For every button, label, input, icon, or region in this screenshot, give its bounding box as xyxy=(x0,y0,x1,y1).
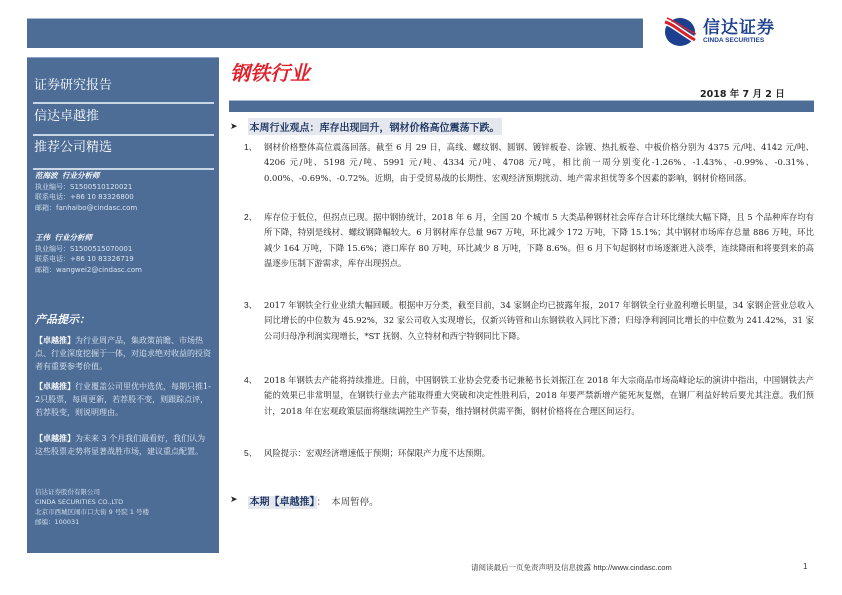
colon: ： xyxy=(316,497,327,508)
cert-label: 执业编号： xyxy=(35,182,70,191)
footer-disclaimer xyxy=(471,562,672,573)
tip-text: 为行业周产品，集政策前瞻、市场热点、行业深度挖掘于一体，对追求绝对收益的投资者有重要参考价值。 xyxy=(35,336,211,371)
tip-tag: 【卓越推】 xyxy=(35,381,75,391)
tip-tag: 【卓越推】 xyxy=(35,433,75,443)
point-number: 1、 xyxy=(244,142,258,152)
point-text: 2018 年钢铁去产能将持续推进。日前，中国钢铁工业协会党委书记兼秘书长刘振江在 2018 年大宗商品市场高峰论坛的演讲中指出，中国钢铁去产能的效果已非常明显，在钢铁行业去产能取得重大突破和决定性胜利后，2018 年要严禁新增产能死灰复燃，在钢厂利益好转后要尤其注意。我们预计，2018 年在宏观政策层面将继续调控生产节奏，维持钢材供需平衡，钢材价格将在合理区间运行。 xyxy=(264,375,814,416)
product-tips-title: 产品提示： xyxy=(35,313,90,326)
tip-tag: 【卓越推】 xyxy=(35,335,75,345)
report-date: 2018 年 7 月 2 日 xyxy=(700,89,785,100)
sidebar-section-zhuoyuetui: 信达卓越推 xyxy=(34,109,100,124)
point-number: 5、 xyxy=(244,448,258,458)
company-info xyxy=(35,487,149,527)
divider xyxy=(33,168,214,170)
analyst-email[interactable]: wangwei2@cindasc.com xyxy=(56,265,142,274)
point-item xyxy=(244,210,814,271)
zhuoyuetui-section xyxy=(230,490,379,509)
zhuoyuetui-value: 本周暂停。 xyxy=(331,497,379,508)
point-text: 钢材价格整体高位震荡回落。截至 6 月 29 日，高线、螺纹钢、圆钢、镀锌板卷、涂镀、热扎板卷、中板价格分别为 4375 元/吨、4142 元/吨、4206 元/吨、5198 元/吨、5991 元/吨、4334 元/吨、4708 元/吨，相比前一周分别变化-1.26%、-1.43%、-0.99%、-0.31%、0.00%、-0.69%、-0.72%。近期，由于受贸易战的长期性、宏观经济预期扰动、地产需求担忧等多个因素的影响，钢材价格回落。 xyxy=(264,142,814,183)
cinda-logo xyxy=(663,16,823,48)
analyst-name: 范海波 xyxy=(35,171,58,180)
divider xyxy=(33,134,214,136)
analyst-cert: S1500515070001 xyxy=(70,244,133,253)
logo-text-cn: 信达证券 xyxy=(703,18,775,38)
product-tip xyxy=(35,432,213,458)
company-postcode: 100031 xyxy=(54,518,80,526)
tip-text: 行业覆盖公司里优中选优，每期只推1-2只股票，每周更新，若荐股不变，则跟踪点评，若荐股变，则说明理由。 xyxy=(35,382,211,417)
company-name-en: CINDA SECURITIES CO.,LTD xyxy=(35,498,124,506)
point-number: 4、 xyxy=(244,375,258,385)
analyst-email[interactable]: fanhaibo@cindasc.com xyxy=(56,203,138,212)
product-tip xyxy=(35,334,213,373)
product-tip xyxy=(35,380,213,419)
sidebar-section-picks: 推荐公司精选 xyxy=(34,140,113,155)
point-number: 3、 xyxy=(244,300,258,310)
disclaimer-text: 请阅读最后一页免责声明及信息披露 xyxy=(471,563,591,572)
cert-label: 执业编号： xyxy=(35,244,70,253)
header-bar xyxy=(27,18,643,48)
analyst-card xyxy=(35,171,137,213)
analyst-cert: S1500510120021 xyxy=(70,182,133,191)
arrow-bullet-icon: ➤ xyxy=(230,121,238,132)
analyst-title: 行业分析师 xyxy=(54,233,92,242)
phone-label: 联系电话： xyxy=(35,193,70,201)
arrow-bullet-icon: ➤ xyxy=(230,494,238,505)
zhuoyuetui-label: 本期【卓越推】 xyxy=(249,497,315,508)
analyst-title: 行业分析师 xyxy=(61,171,100,180)
industry-title: 钢铁行业 xyxy=(230,61,310,85)
analyst-name: 王伟 xyxy=(35,233,50,242)
sidebar xyxy=(27,57,219,553)
company-name-cn: 信达证券股份有限公司 xyxy=(35,488,100,496)
point-item xyxy=(244,446,814,461)
tip-text: 为未来 3 个月我们最看好，我们认为这些股票走势将显著战胜市场，建议重点配置。 xyxy=(35,434,206,456)
cinda-logo-icon xyxy=(663,16,697,48)
point-item xyxy=(244,140,814,186)
phone-label: 联系电话： xyxy=(35,255,70,263)
sidebar-section-report: 证券研究报告 xyxy=(34,78,113,93)
email-label: 邮箱： xyxy=(35,203,56,212)
analyst-phone: +86 10 83326719 xyxy=(70,255,134,263)
company-address: 北京市西城区闹市口大街 9 号院 1 号楼 xyxy=(35,508,150,516)
page-number: 1 xyxy=(803,562,808,571)
analyst-phone: +86 10 83326800 xyxy=(70,193,134,201)
website-link[interactable]: http://www.cindasc.com xyxy=(593,563,672,572)
title-bar xyxy=(229,100,814,112)
email-label: 邮箱： xyxy=(35,265,56,274)
point-text: 风险提示：宏观经济增速低于预期；环保限产力度不达预期。 xyxy=(264,448,491,458)
postcode-label: 邮编： xyxy=(35,518,55,526)
point-number: 2、 xyxy=(244,212,258,222)
divider xyxy=(33,102,214,104)
point-text: 库存位于低位，但拐点已现。据中钢协统计，2018 年 6 月，全国 20 个城市 5 大类品种钢材社会库存合计环比继续大幅下降，且 5 个品种库存均有所下降，特别是线材、螺纹钢降幅较大。6 月钢材库存总量 967 万吨，环比减少 172 万吨，下降 15.1%；其中钢材市场库存总量 886 万吨，环比减少 164 万吨，下降 15.6%；港口库存 80 万吨，环比减少 8 万吨，下降 8.6%。但 6 月下旬起钢材市场逐渐进入淡季，连续降雨和将要到来的高温逐步压制下游需求，库存出现拐点。 xyxy=(264,212,814,268)
weekly-view-headline xyxy=(230,118,502,135)
point-text: 2017 年钢铁全行业业绩大幅回暖。根据申万分类，截至目前，34 家钢企均已披露年报，2017 年钢铁全行业盈利增长明显，34 家钢企营业总收入同比增长的中位数为 45.92%，32 家公司收入实现增长，仅新兴铸管和山东钢铁收入同比下滑；归母净利润同比增长的中位数为 241.42%，31 家公司归母净利润实现增长，*ST 抚钢、久立特材和西宁特钢同比下降。 xyxy=(264,300,814,341)
headline-text: 本周行业观点：库存出现回升，钢材价格高位震荡下跌。 xyxy=(248,118,502,135)
analyst-card xyxy=(35,233,142,275)
point-item xyxy=(244,373,814,419)
logo-text-en: CINDA SECURITIES xyxy=(703,37,765,44)
point-item xyxy=(244,298,814,344)
